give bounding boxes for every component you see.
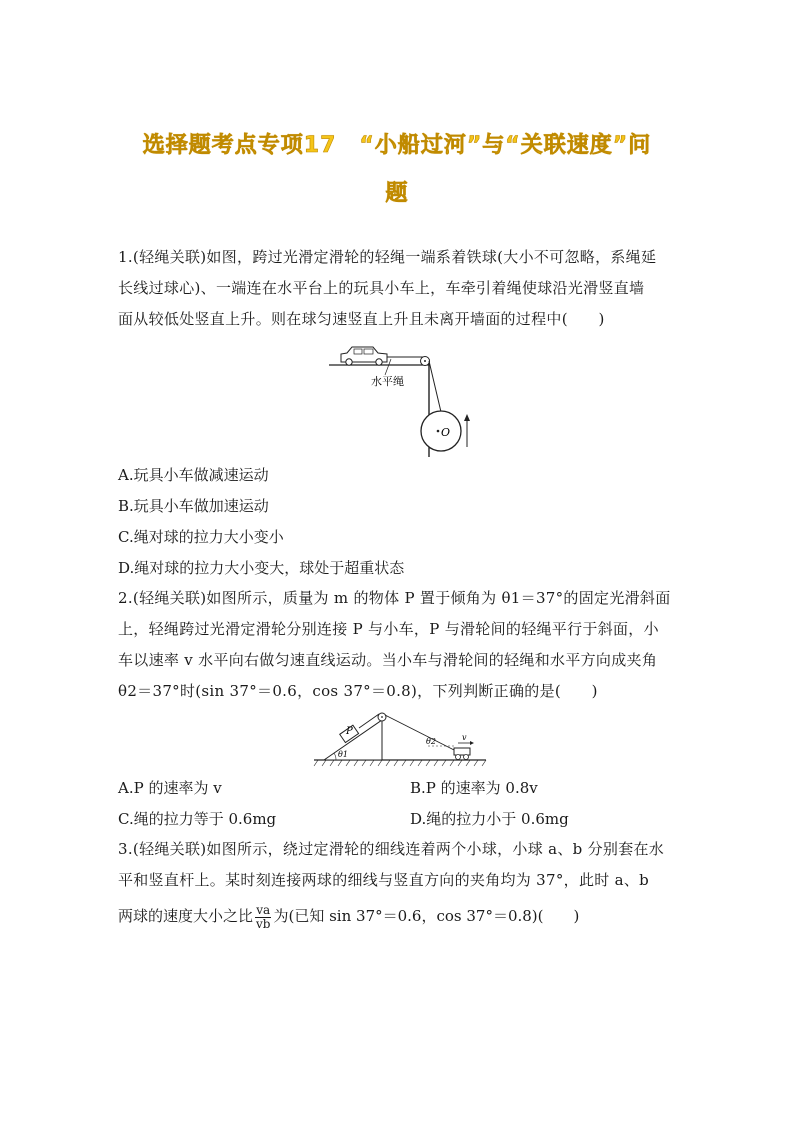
q3-text-prefix: 两球的速度大小之比 <box>118 907 254 925</box>
rope-label: 水平绳 <box>371 375 404 388</box>
page-title-line-2: 题 <box>385 181 409 206</box>
fraction-numerator: va <box>256 902 271 917</box>
q1-option-b[interactable]: B.玩具小车做加速运动 <box>118 497 269 515</box>
question-2-stem <box>118 583 678 707</box>
theta1-label: θ1 <box>338 750 348 759</box>
q2-option-d[interactable]: D.绳的拉力小于 0.6mg <box>410 810 569 828</box>
question-2-line: θ2＝37°时(sin 37°＝0.6，cos 37°＝0.8)，下列判断正确的是( ) <box>118 682 598 700</box>
slanted-rope <box>429 361 441 412</box>
question-3-line: 平和竖直杆上。某时刻连接两球的细线与竖直方向的夹角均为 37°，此时 a、b <box>118 871 650 889</box>
q2-option-a[interactable]: A.P 的速率为 v <box>118 779 222 797</box>
question-2-figure <box>310 708 490 770</box>
block-label: P <box>346 726 353 737</box>
question-2-line: 2.(轻绳关联)如图所示，质量为 m 的物体 P 置于倾角为 θ1＝37°的固定光滑斜面 <box>118 589 671 607</box>
question-1-line: 长线过球心)、一端连在水平台上的玩具小车上，车牵引着绳使球沿光滑竖直墙 <box>118 279 645 297</box>
question-1-figure <box>325 335 475 460</box>
q1-option-c[interactable]: C.绳对球的拉力大小变小 <box>118 528 284 546</box>
velocity-ratio-fraction <box>255 904 271 931</box>
question-1-stem <box>118 242 678 335</box>
question-1-line: 面从较低处竖直上升。则在球匀速竖直上升且未离开墙面的过程中( ) <box>118 310 605 328</box>
question-2-line: 上，轻绳跨过光滑定滑轮分别连接 P 与小车，P 与滑轮间的轻绳平行于斜面，小 <box>118 620 659 638</box>
rope-to-cart <box>385 715 458 752</box>
center-label: O <box>441 426 451 439</box>
question-2-line: 车以速率 v 水平向右做匀速直线运动。当小车与滑轮间的轻绳和水平方向成夹角 <box>118 651 658 669</box>
question-1-line: 1.(轻绳关联)如图，跨过光滑定滑轮的轻绳一端系着铁球(大小不可忽略，系绳延 <box>118 248 657 266</box>
q3-text-suffix: 为(已知 sin 37°＝0.6，cos 37°＝0.8)( ) <box>273 907 580 925</box>
question-3-stem <box>118 834 678 896</box>
q1-option-a[interactable]: A.玩具小车做减速运动 <box>118 466 269 484</box>
toy-car <box>341 347 387 365</box>
q2-option-c[interactable]: C.绳的拉力等于 0.6mg <box>118 810 277 828</box>
theta2-label: θ2 <box>426 737 436 746</box>
q2-option-b[interactable]: B.P 的速率为 0.8v <box>410 779 538 797</box>
page-title-line-1: 选择题考点专项17 “小船过河”与“关联速度”问 <box>142 133 652 158</box>
cart <box>454 748 470 760</box>
fraction-denominator: vb <box>256 916 271 931</box>
q1-option-d[interactable]: D.绳对球的拉力大小变大，球处于超重状态 <box>118 559 405 577</box>
v-label: v <box>462 733 467 742</box>
question-3-line: 3.(轻绳关联)如图所示，绕过定滑轮的细线连着两个小球，小球 a、b 分别套在水 <box>118 840 665 858</box>
question-3-line-3 <box>118 899 579 933</box>
